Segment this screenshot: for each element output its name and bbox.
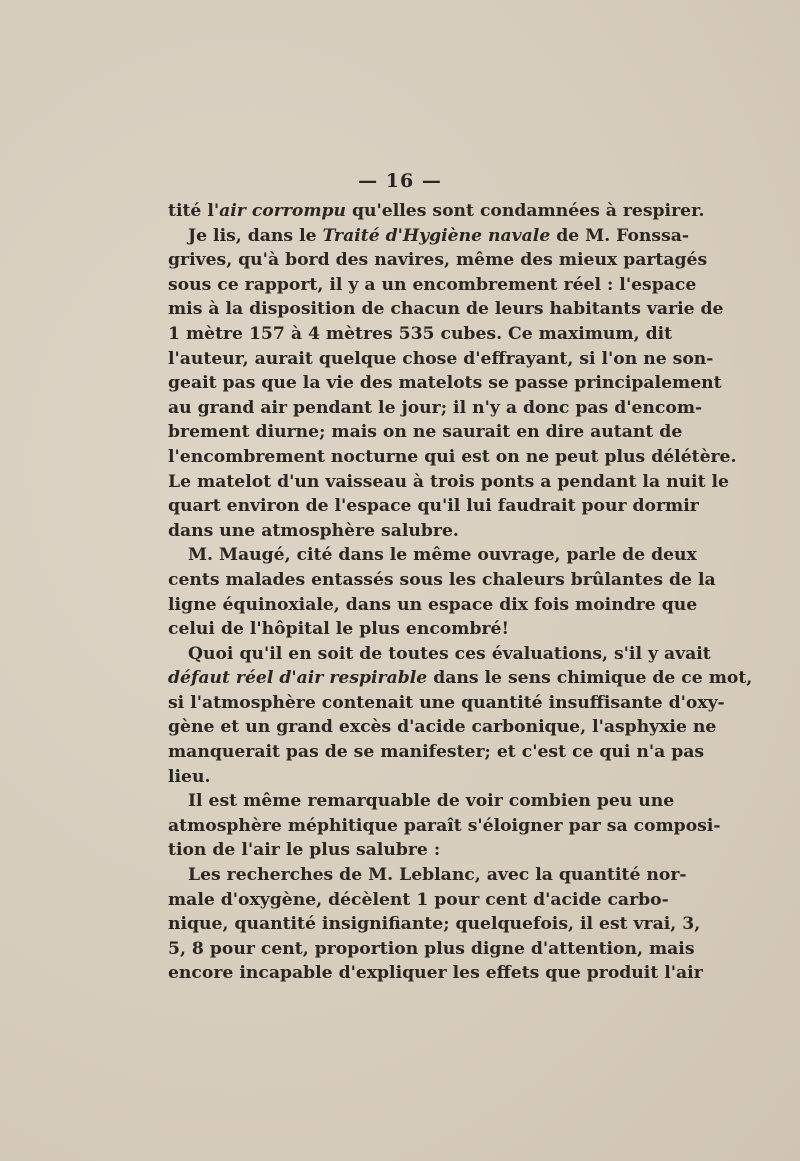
text-line	[168, 617, 642, 642]
text-segment: manquerait pas de se manifester; et c'est ce qui n'a pas	[168, 742, 705, 763]
text-line	[168, 371, 722, 396]
text-line	[168, 838, 642, 863]
text-segment: 1 mètre 157 à 4 mètres 535 cubes. Ce maximum, dit	[168, 323, 673, 344]
text-line	[168, 642, 711, 667]
body-text	[168, 199, 753, 986]
text-line	[168, 568, 716, 593]
text-line	[168, 420, 683, 445]
text-line	[168, 396, 703, 421]
text-line	[168, 322, 673, 347]
text-segment: dans une atmosphère salubre.	[168, 520, 459, 541]
text-line	[168, 814, 721, 839]
text-segment: l'auteur, aurait quelque chose d'effrayant, si l'on ne son-	[168, 348, 714, 369]
text-segment: si l'atmosphère contenait une quantité insuffisante d'oxy-	[168, 692, 725, 713]
text-segment: dans le sens chimique de ce mot,	[427, 668, 753, 689]
text-line	[168, 666, 753, 691]
text-segment: quart environ de l'espace qu'il lui faudrait pour dormir	[168, 496, 699, 517]
text-line	[168, 543, 697, 568]
text-segment: gène et un grand excès d'acide carbonique, l'asphyxie ne	[168, 717, 717, 738]
text-line	[168, 519, 642, 544]
text-segment: 5, 8 pour cent, proportion plus digne d'attention, mais	[168, 938, 695, 959]
text-segment: grives, qu'à bord des navires, même des mieux partagés	[168, 250, 708, 271]
text-line	[168, 888, 669, 913]
text-line	[168, 937, 695, 962]
italic-phrase: défaut réel d'air respirable	[168, 668, 428, 689]
text-segment: male d'oxygène, décèlent 1 pour cent d'acide carbo-	[168, 889, 669, 910]
text-segment: nique, quantité insignifiante; quelquefois, il est vrai, 3,	[168, 914, 701, 935]
page-number: — 16 —	[358, 170, 442, 192]
text-line	[168, 248, 708, 273]
text-segment: l'encombrement nocturne qui est on ne peut plus délétère.	[168, 446, 737, 467]
text-segment: brement diurne; mais on ne saurait en dire autant de	[168, 422, 683, 443]
text-segment: au grand air pendant le jour; il n'y a donc pas d'encom-	[168, 397, 703, 418]
text-segment: Quoi qu'il en soit de toutes ces évaluations, s'il y avait	[188, 643, 711, 664]
text-segment: M. Maugé, cité dans le même ouvrage, parle de deux	[188, 545, 697, 566]
text-segment: Il est même remarquable de voir combien peu une	[188, 791, 675, 812]
text-line	[168, 199, 705, 224]
italic-phrase: air corrompu	[219, 201, 347, 221]
text-line	[168, 715, 717, 740]
text-line	[168, 347, 714, 372]
text-segment: ligne équinoxiale, dans un espace dix fois moindre que	[168, 594, 698, 615]
text-segment: Je lis, dans le	[188, 225, 323, 246]
text-segment: celui de l'hôpital le plus encombré!	[168, 619, 510, 640]
text-line	[168, 273, 697, 298]
text-segment: tité l'	[168, 201, 220, 221]
text-line	[168, 494, 699, 519]
text-line	[168, 445, 737, 470]
text-segment: lieu.	[168, 766, 211, 787]
text-line	[168, 297, 724, 322]
text-segment: Le matelot d'un vaisseau à trois ponts a pendant la nuit le	[168, 471, 729, 492]
text-segment: encore incapable d'expliquer les effets que produit l'air	[168, 963, 703, 984]
text-segment: mis à la disposition de chacun de leurs habitants varie de	[168, 299, 724, 320]
text-line	[168, 961, 703, 986]
text-line	[168, 593, 698, 618]
text-line	[168, 740, 705, 765]
text-line	[168, 789, 675, 814]
text-segment: atmosphère méphitique paraît s'éloigner par sa composi-	[168, 815, 721, 836]
italic-phrase: Traité d'Hygiène navale	[322, 225, 551, 246]
text-line	[168, 765, 642, 790]
text-line	[168, 470, 729, 495]
text-segment: qu'elles sont condamnées à respirer.	[346, 201, 705, 221]
text-line	[168, 691, 725, 716]
text-segment: de M. Fonssa-	[550, 225, 690, 246]
text-line	[168, 912, 701, 937]
text-segment: Les recherches de M. Leblanc, avec la quantité nor-	[188, 865, 687, 886]
text-line	[168, 224, 690, 249]
text-segment: geait pas que la vie des matelots se passe principalement	[168, 373, 722, 394]
text-segment: sous ce rapport, il y a un encombrement réel : l'espace	[168, 274, 697, 295]
text-line	[168, 863, 687, 888]
text-segment: cents malades entassés sous les chaleurs brûlantes de la	[168, 569, 716, 590]
text-segment: tion de l'air le plus salubre :	[168, 840, 441, 861]
